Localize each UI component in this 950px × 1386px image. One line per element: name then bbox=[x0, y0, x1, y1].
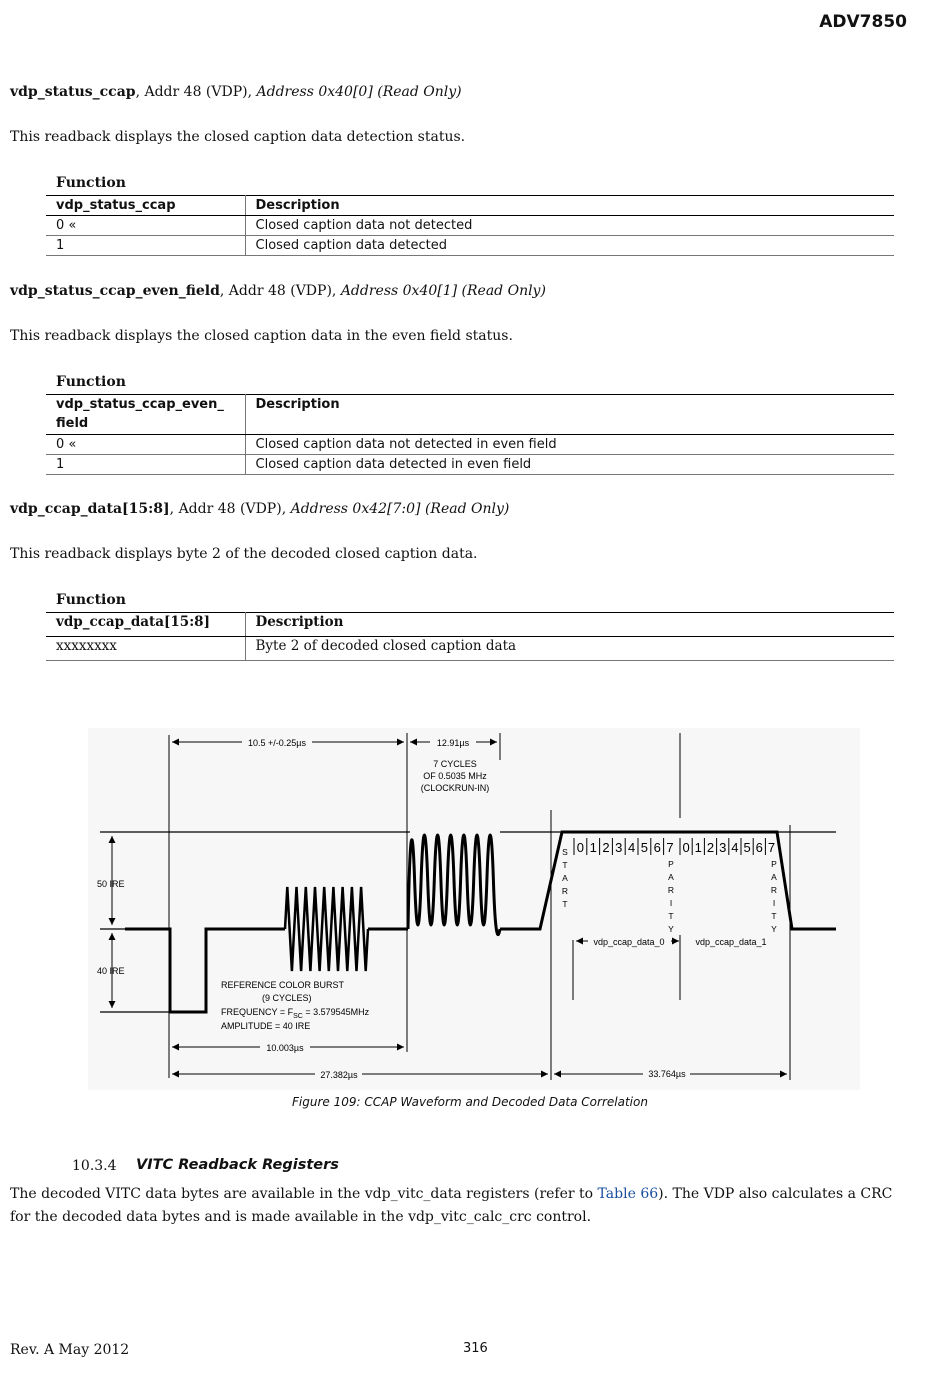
function-table bbox=[46, 394, 894, 475]
column-header: Description bbox=[245, 395, 894, 435]
parity-letter: A bbox=[771, 872, 777, 882]
body-text: The decoded VITC data bytes are available in the vdp_vitc_data registers (refer to bbox=[10, 1186, 598, 1202]
ccap-waveform-figure bbox=[88, 728, 860, 1090]
register-address: , Addr 48 (VDP), bbox=[135, 84, 257, 100]
parity-letter: T bbox=[668, 911, 674, 921]
ire-50-label: 50 IRE bbox=[97, 879, 125, 889]
parity-letter: Y bbox=[668, 924, 674, 934]
section-title: VITC Readback Registers bbox=[136, 1157, 339, 1173]
register-heading bbox=[10, 84, 462, 100]
clockrun-label: OF 0.5035 MHz bbox=[423, 771, 487, 781]
start-letter: S bbox=[562, 847, 568, 857]
bit-label: 0 bbox=[682, 840, 690, 855]
register-heading bbox=[10, 501, 509, 517]
table-cell: 0 « bbox=[46, 216, 245, 236]
dim-label-top-left: 10.5 +/-0.25µs bbox=[248, 738, 306, 748]
start-letter: A bbox=[562, 873, 568, 883]
parity-letter: A bbox=[668, 872, 674, 882]
column-header-line: vdp_status_ccap_even_ bbox=[56, 397, 224, 412]
register-name: vdp_status_ccap_even_field bbox=[10, 283, 220, 299]
bit-label: 6 bbox=[755, 840, 763, 855]
parity-letter: R bbox=[770, 885, 778, 895]
ire-40-label: 40 IRE bbox=[97, 966, 125, 976]
figure-caption: Figure 109: CCAP Waveform and Decoded Data Correlation bbox=[292, 1095, 648, 1109]
table-row bbox=[46, 455, 894, 475]
burst-frequency-text: FREQUENCY = F bbox=[221, 1007, 294, 1017]
bit-label: 7 bbox=[767, 840, 776, 855]
register-location: Address 0x40[1] (Read Only) bbox=[340, 283, 546, 299]
register-description: This readback displays the closed caption data detection status. bbox=[10, 129, 466, 145]
column-header bbox=[46, 395, 245, 435]
table-row bbox=[46, 435, 894, 455]
parity-letter: I bbox=[669, 898, 673, 908]
document-title: ADV7850 bbox=[819, 12, 907, 32]
parity-letter: T bbox=[771, 911, 777, 921]
function-label: Function bbox=[56, 374, 126, 390]
table-cell: Closed caption data not detected in even field bbox=[245, 435, 894, 455]
dim-label-bottom-right: 33.764µs bbox=[648, 1069, 686, 1079]
table-cell: Closed caption data detected bbox=[245, 236, 894, 256]
register-description: This readback displays the closed caption data in the even field status. bbox=[10, 328, 513, 344]
table-header-row bbox=[46, 395, 894, 435]
dim-label-burst: 10.003µs bbox=[266, 1043, 304, 1053]
bit-label: 1 bbox=[694, 840, 702, 855]
data1-label: vdp_ccap_data_1 bbox=[695, 937, 767, 947]
table-66-link[interactable]: Table 66 bbox=[597, 1186, 659, 1202]
bit-label: 7 bbox=[666, 840, 674, 855]
table-header-row bbox=[46, 613, 894, 637]
bit-label: 5 bbox=[640, 840, 649, 855]
register-name: vdp_status_ccap bbox=[10, 84, 136, 100]
column-header: Description bbox=[245, 196, 894, 216]
bit-label: 6 bbox=[653, 840, 661, 855]
start-letter: T bbox=[562, 899, 568, 909]
parity-letter: P bbox=[771, 859, 777, 869]
table-row bbox=[46, 236, 894, 256]
register-description: This readback displays byte 2 of the decoded closed caption data. bbox=[10, 546, 478, 562]
section-number: 10.3.4 bbox=[72, 1158, 117, 1174]
parity-letter: I bbox=[772, 898, 776, 908]
table-cell: 0 « bbox=[46, 435, 245, 455]
burst-label: AMPLITUDE = 40 IRE bbox=[221, 1021, 311, 1031]
clockrun-label: (CLOCKRUN-IN) bbox=[420, 783, 490, 793]
table-row bbox=[46, 637, 894, 661]
bit-label: 2 bbox=[706, 840, 715, 855]
bit-label: 0 bbox=[576, 840, 585, 855]
bit-label: 3 bbox=[615, 840, 623, 855]
column-header: vdp_status_ccap bbox=[46, 196, 245, 216]
table-cell: Byte 2 of decoded closed caption data bbox=[245, 637, 894, 661]
column-header: Description bbox=[245, 613, 894, 637]
register-address: , Addr 48 (VDP), bbox=[169, 501, 291, 517]
column-header-line: field bbox=[56, 416, 89, 431]
page-number: 316 bbox=[463, 1341, 488, 1356]
function-label: Function bbox=[56, 175, 126, 191]
function-label: Function bbox=[56, 592, 126, 608]
function-table bbox=[46, 195, 894, 256]
burst-label: REFERENCE COLOR BURST bbox=[221, 980, 345, 990]
parity-letter: Y bbox=[771, 924, 777, 934]
burst-frequency-subscript: SC bbox=[293, 1013, 303, 1020]
register-address: , Addr 48 (VDP), bbox=[219, 283, 341, 299]
bit-label: 4 bbox=[627, 840, 636, 855]
start-letter: R bbox=[561, 886, 569, 896]
bit-label: 1 bbox=[589, 840, 597, 855]
dim-label-bottom-left: 27.382µs bbox=[320, 1070, 358, 1080]
start-letter: T bbox=[562, 860, 568, 870]
body-text: ). The VDP also calculates a CRC for the decoded data bytes and is made available in the vdp_vitc_calc_crc control. bbox=[10, 1186, 893, 1225]
bit-label: 5 bbox=[743, 840, 751, 855]
register-heading bbox=[10, 283, 546, 299]
table-cell: Closed caption data detected in even field bbox=[245, 455, 894, 475]
bit-label: 3 bbox=[719, 840, 727, 855]
bit-label: 4 bbox=[731, 840, 739, 855]
table-cell: 1 bbox=[46, 455, 245, 475]
section-body bbox=[10, 1183, 910, 1229]
data0-label: vdp_ccap_data_0 bbox=[593, 937, 665, 947]
register-name: vdp_ccap_data[15:8] bbox=[10, 501, 170, 517]
footer-revision: Rev. A May 2012 bbox=[10, 1342, 130, 1358]
register-location: Address 0x42[7:0] (Read Only) bbox=[290, 501, 510, 517]
table-cell: Closed caption data not detected bbox=[245, 216, 894, 236]
start-label bbox=[562, 847, 568, 909]
column-header: vdp_ccap_data[15:8] bbox=[46, 613, 245, 637]
register-location: Address 0x40[0] (Read Only) bbox=[256, 84, 462, 100]
parity-letter: R bbox=[667, 885, 675, 895]
parity-letter: P bbox=[668, 859, 674, 869]
table-cell: 1 bbox=[46, 236, 245, 256]
table-header-row bbox=[46, 196, 894, 216]
function-table bbox=[46, 612, 894, 661]
table-cell: xxxxxxxx bbox=[46, 637, 245, 661]
burst-frequency-value: = 3.579545MHz bbox=[302, 1007, 370, 1017]
clockrun-label: 7 CYCLES bbox=[433, 759, 477, 769]
bit-label: 2 bbox=[602, 840, 610, 855]
burst-label: (9 CYCLES) bbox=[262, 993, 312, 1003]
table-row bbox=[46, 216, 894, 236]
dim-label-top-right: 12.91µs bbox=[436, 738, 470, 748]
